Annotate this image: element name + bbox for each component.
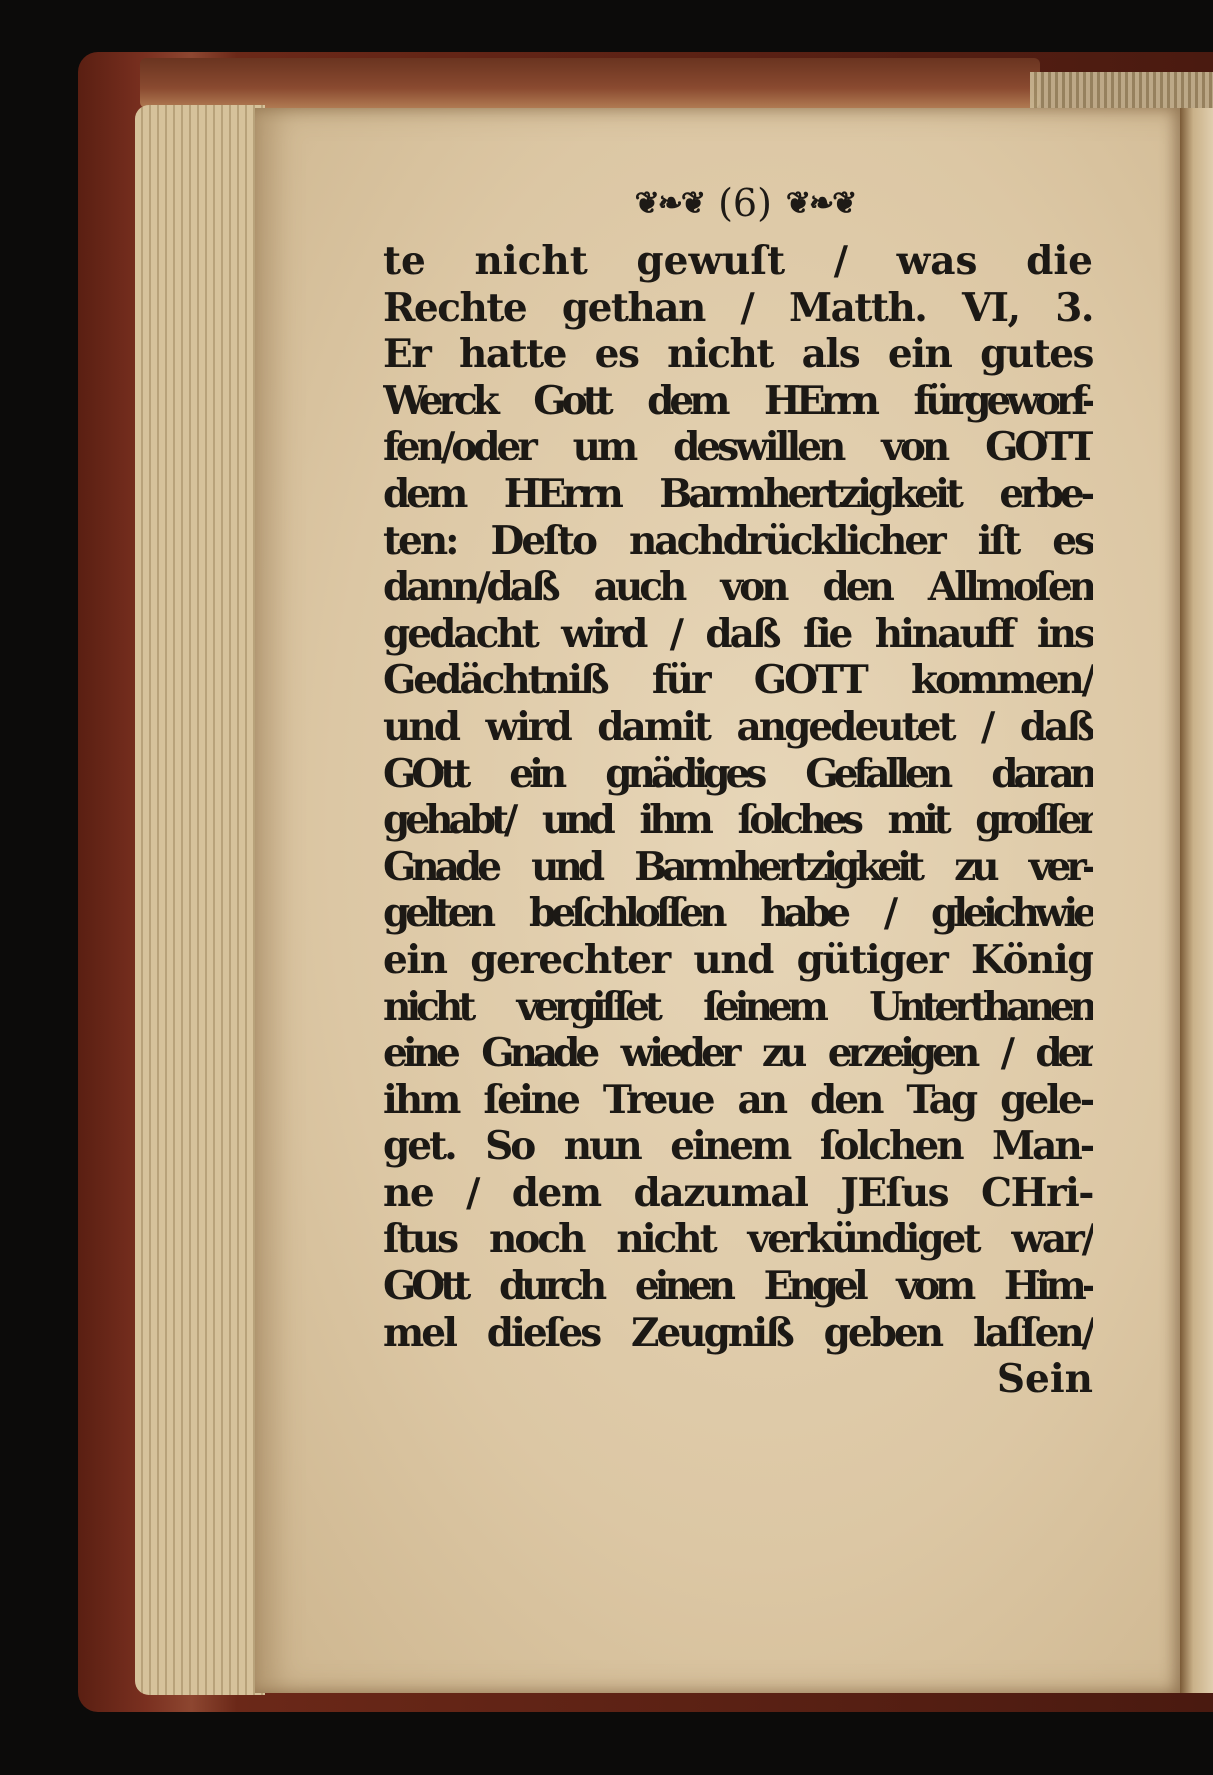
text-line: gelten beſchloſſen habe / gleichwie	[383, 890, 1093, 937]
page-number: (6)	[718, 181, 772, 225]
text-line: Gedächtniß für GOTT kommen/	[383, 657, 1093, 704]
book-headband	[1030, 72, 1213, 108]
text-line: mel dieſes Zeugniß geben laſſen/	[383, 1309, 1093, 1356]
text-line: get. So nun einem ſolchen Man-	[383, 1123, 1093, 1170]
text-line: te nicht gewuſt / was die	[383, 238, 1093, 284]
text-line: dann/daß auch von den Allmoſen	[383, 564, 1093, 611]
text-line: eine Gnade wieder zu erzeigen / der	[383, 1030, 1093, 1077]
text-line: fen/oder um deswillen von GOTT	[383, 424, 1093, 471]
text-line: und wird damit angedeutet / daß	[383, 703, 1093, 750]
text-line: ten: Deſto nachdrücklicher iſt es	[383, 517, 1093, 564]
catchword: Sein	[996, 1356, 1093, 1403]
book-cover-top-edge	[140, 58, 1040, 108]
text-line: Werck Gott dem HErrn fürgeworf-	[383, 377, 1093, 424]
text-line: nicht vergiſſet ſeinem Unterthanen	[383, 983, 1093, 1030]
text-line: dem HErrn Barmhertzigkeit erbe-	[383, 470, 1093, 517]
page-text	[383, 238, 1093, 1403]
text-line: gehabt/ und ihm ſolches mit groſſer	[383, 797, 1093, 844]
page-edges	[135, 105, 265, 1695]
text-line: GOtt ein gnädiges Gefallen daran	[383, 750, 1093, 797]
text-line: ſtus noch nicht verkündiget war/	[383, 1216, 1093, 1263]
ornament-right-icon: ❦❧❦	[785, 185, 856, 221]
text-line: gedacht wird / daß ſie hinauff ins	[383, 610, 1093, 657]
text-line: ihm ſeine Treue an den Tag gele-	[383, 1076, 1093, 1123]
ornament-left-icon: ❦❧❦	[634, 185, 705, 221]
text-line: GOtt durch einen Engel vom Him-	[383, 1263, 1093, 1310]
text-line: ne / dem dazumal JEſus CHri-	[383, 1169, 1093, 1216]
text-line: Rechte gethan / Matth. VI, 3.	[383, 284, 1093, 331]
text-line: ein gerechter und gütiger König	[383, 936, 1093, 983]
facing-page-gutter	[1180, 108, 1213, 1693]
text-line: Er hatte es nicht als ein gutes	[383, 331, 1093, 378]
text-line: Gnade und Barmhertzigkeit zu ver-	[383, 843, 1093, 890]
page-header	[595, 178, 895, 228]
